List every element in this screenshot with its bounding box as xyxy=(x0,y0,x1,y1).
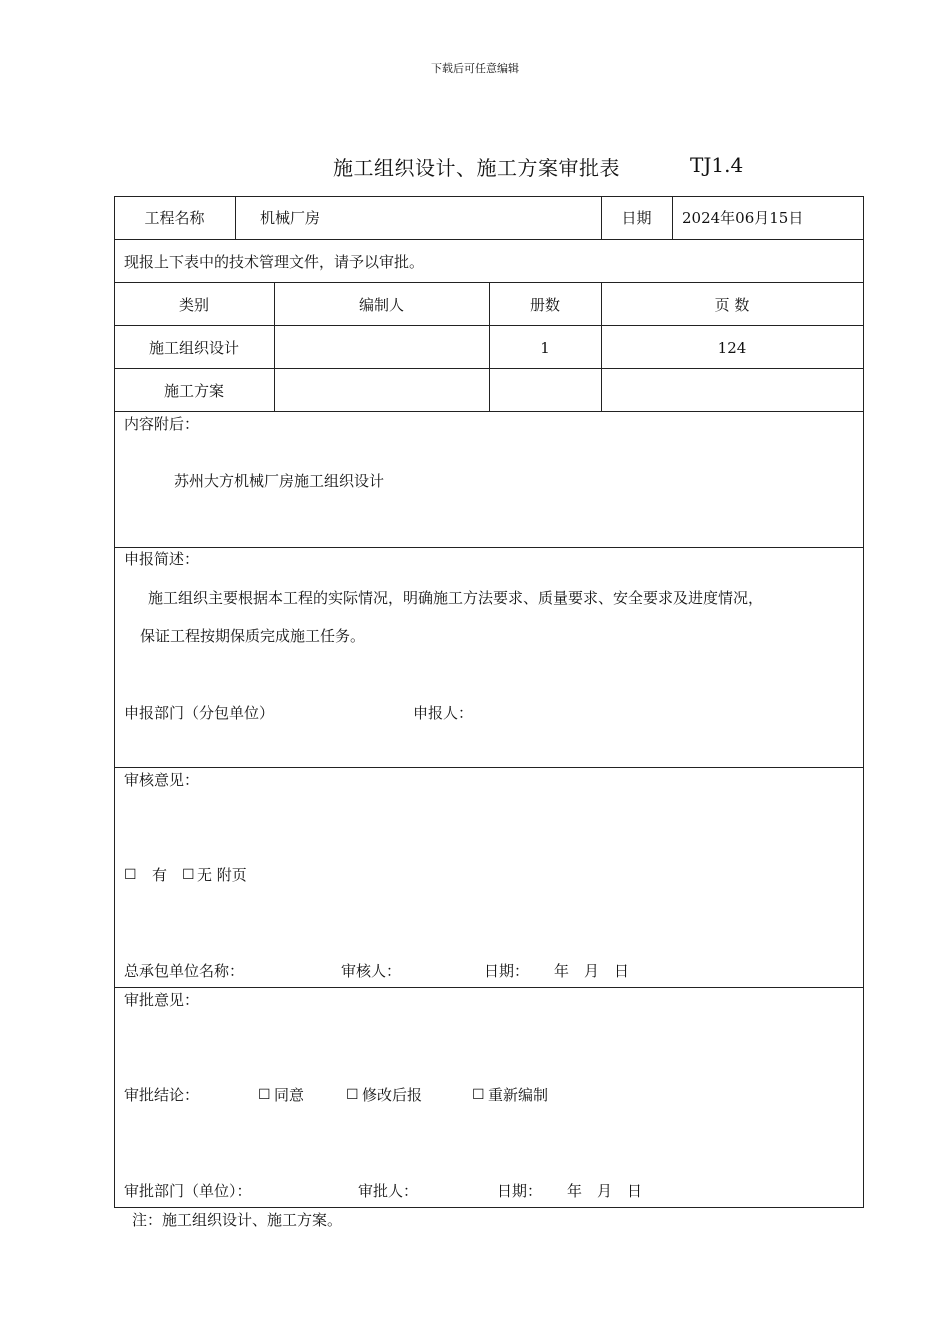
contractor-label: 总承包单位名称： xyxy=(124,962,245,980)
attachment-yes-checkbox[interactable]: ☐ xyxy=(124,867,137,883)
table-border-right xyxy=(863,196,864,1208)
row-line xyxy=(114,987,864,988)
page-title: 施工组织设计、施工方案审批表 xyxy=(333,156,620,180)
col-line xyxy=(235,196,236,239)
header-volumes: 册数 xyxy=(529,296,560,314)
reviewer-label: 审核人： xyxy=(341,962,402,980)
approval-label: 审批意见： xyxy=(124,991,200,1009)
approval-dept-label: 审批部门（单位）： xyxy=(124,1182,252,1200)
report-label: 申报简述： xyxy=(124,550,200,568)
submit-statement: 现报上下表中的技术管理文件，请予以审批。 xyxy=(124,253,425,271)
report-line-1: 施工组织主要根据本工程的实际情况，明确施工方法要求、质量要求、安全要求及进度情况， xyxy=(148,589,764,607)
review-label: 审核意见： xyxy=(124,771,200,789)
table-row-pages: 124 xyxy=(717,339,747,357)
form-code: TJ1.4 xyxy=(690,153,744,177)
header-note: 下载后可任意编辑 xyxy=(431,62,519,75)
row-line xyxy=(114,1207,864,1208)
attachment-no-checkbox[interactable]: ☐ xyxy=(182,867,195,883)
revise-checkbox[interactable]: ☐ xyxy=(346,1087,359,1103)
date-value: 2024年06月15日 xyxy=(682,209,804,227)
conclusion-label: 审批结论： xyxy=(124,1086,200,1104)
table-row-volumes: 1 xyxy=(540,339,550,357)
approval-date-label: 日期： xyxy=(497,1182,543,1200)
approve-checkbox[interactable]: ☐ xyxy=(258,1087,271,1103)
table-row-category: 施工方案 xyxy=(163,382,224,400)
col-line xyxy=(672,196,673,239)
attachment-label: 内容附后： xyxy=(124,415,200,433)
report-person-label: 申报人： xyxy=(413,704,474,722)
approve-label: 同意 xyxy=(274,1086,305,1104)
revise-label: 修改后报 xyxy=(362,1086,423,1104)
recompile-label: 重新编制 xyxy=(488,1086,549,1104)
row-line xyxy=(114,411,864,412)
footnote: 注：施工组织设计、施工方案。 xyxy=(132,1211,343,1229)
review-date-units: 年 月 日 xyxy=(554,962,630,980)
review-date-label: 日期： xyxy=(484,962,530,980)
row-line xyxy=(114,767,864,768)
row-line xyxy=(114,239,864,240)
recompile-checkbox[interactable]: ☐ xyxy=(472,1087,485,1103)
row-line xyxy=(114,547,864,548)
report-dept-label: 申报部门（分包单位） xyxy=(124,704,275,722)
header-category: 类别 xyxy=(178,296,209,314)
attachment-no-label: 无 附页 xyxy=(197,866,247,884)
row-line xyxy=(114,196,864,197)
date-label: 日期 xyxy=(621,209,652,227)
header-author: 编制人 xyxy=(358,296,404,314)
header-pages: 页 数 xyxy=(714,296,750,314)
attachment-content: 苏州大方机械厂房施工组织设计 xyxy=(174,472,385,490)
attachment-yes-label: 有 xyxy=(152,866,168,884)
report-line-2: 保证工程按期保质完成施工任务。 xyxy=(140,627,366,645)
approval-date-units: 年 月 日 xyxy=(567,1182,643,1200)
project-name-value: 机械厂房 xyxy=(260,209,321,227)
project-name-label: 工程名称 xyxy=(144,209,205,227)
approver-label: 审批人： xyxy=(358,1182,419,1200)
table-row-category: 施工组织设计 xyxy=(148,339,239,357)
